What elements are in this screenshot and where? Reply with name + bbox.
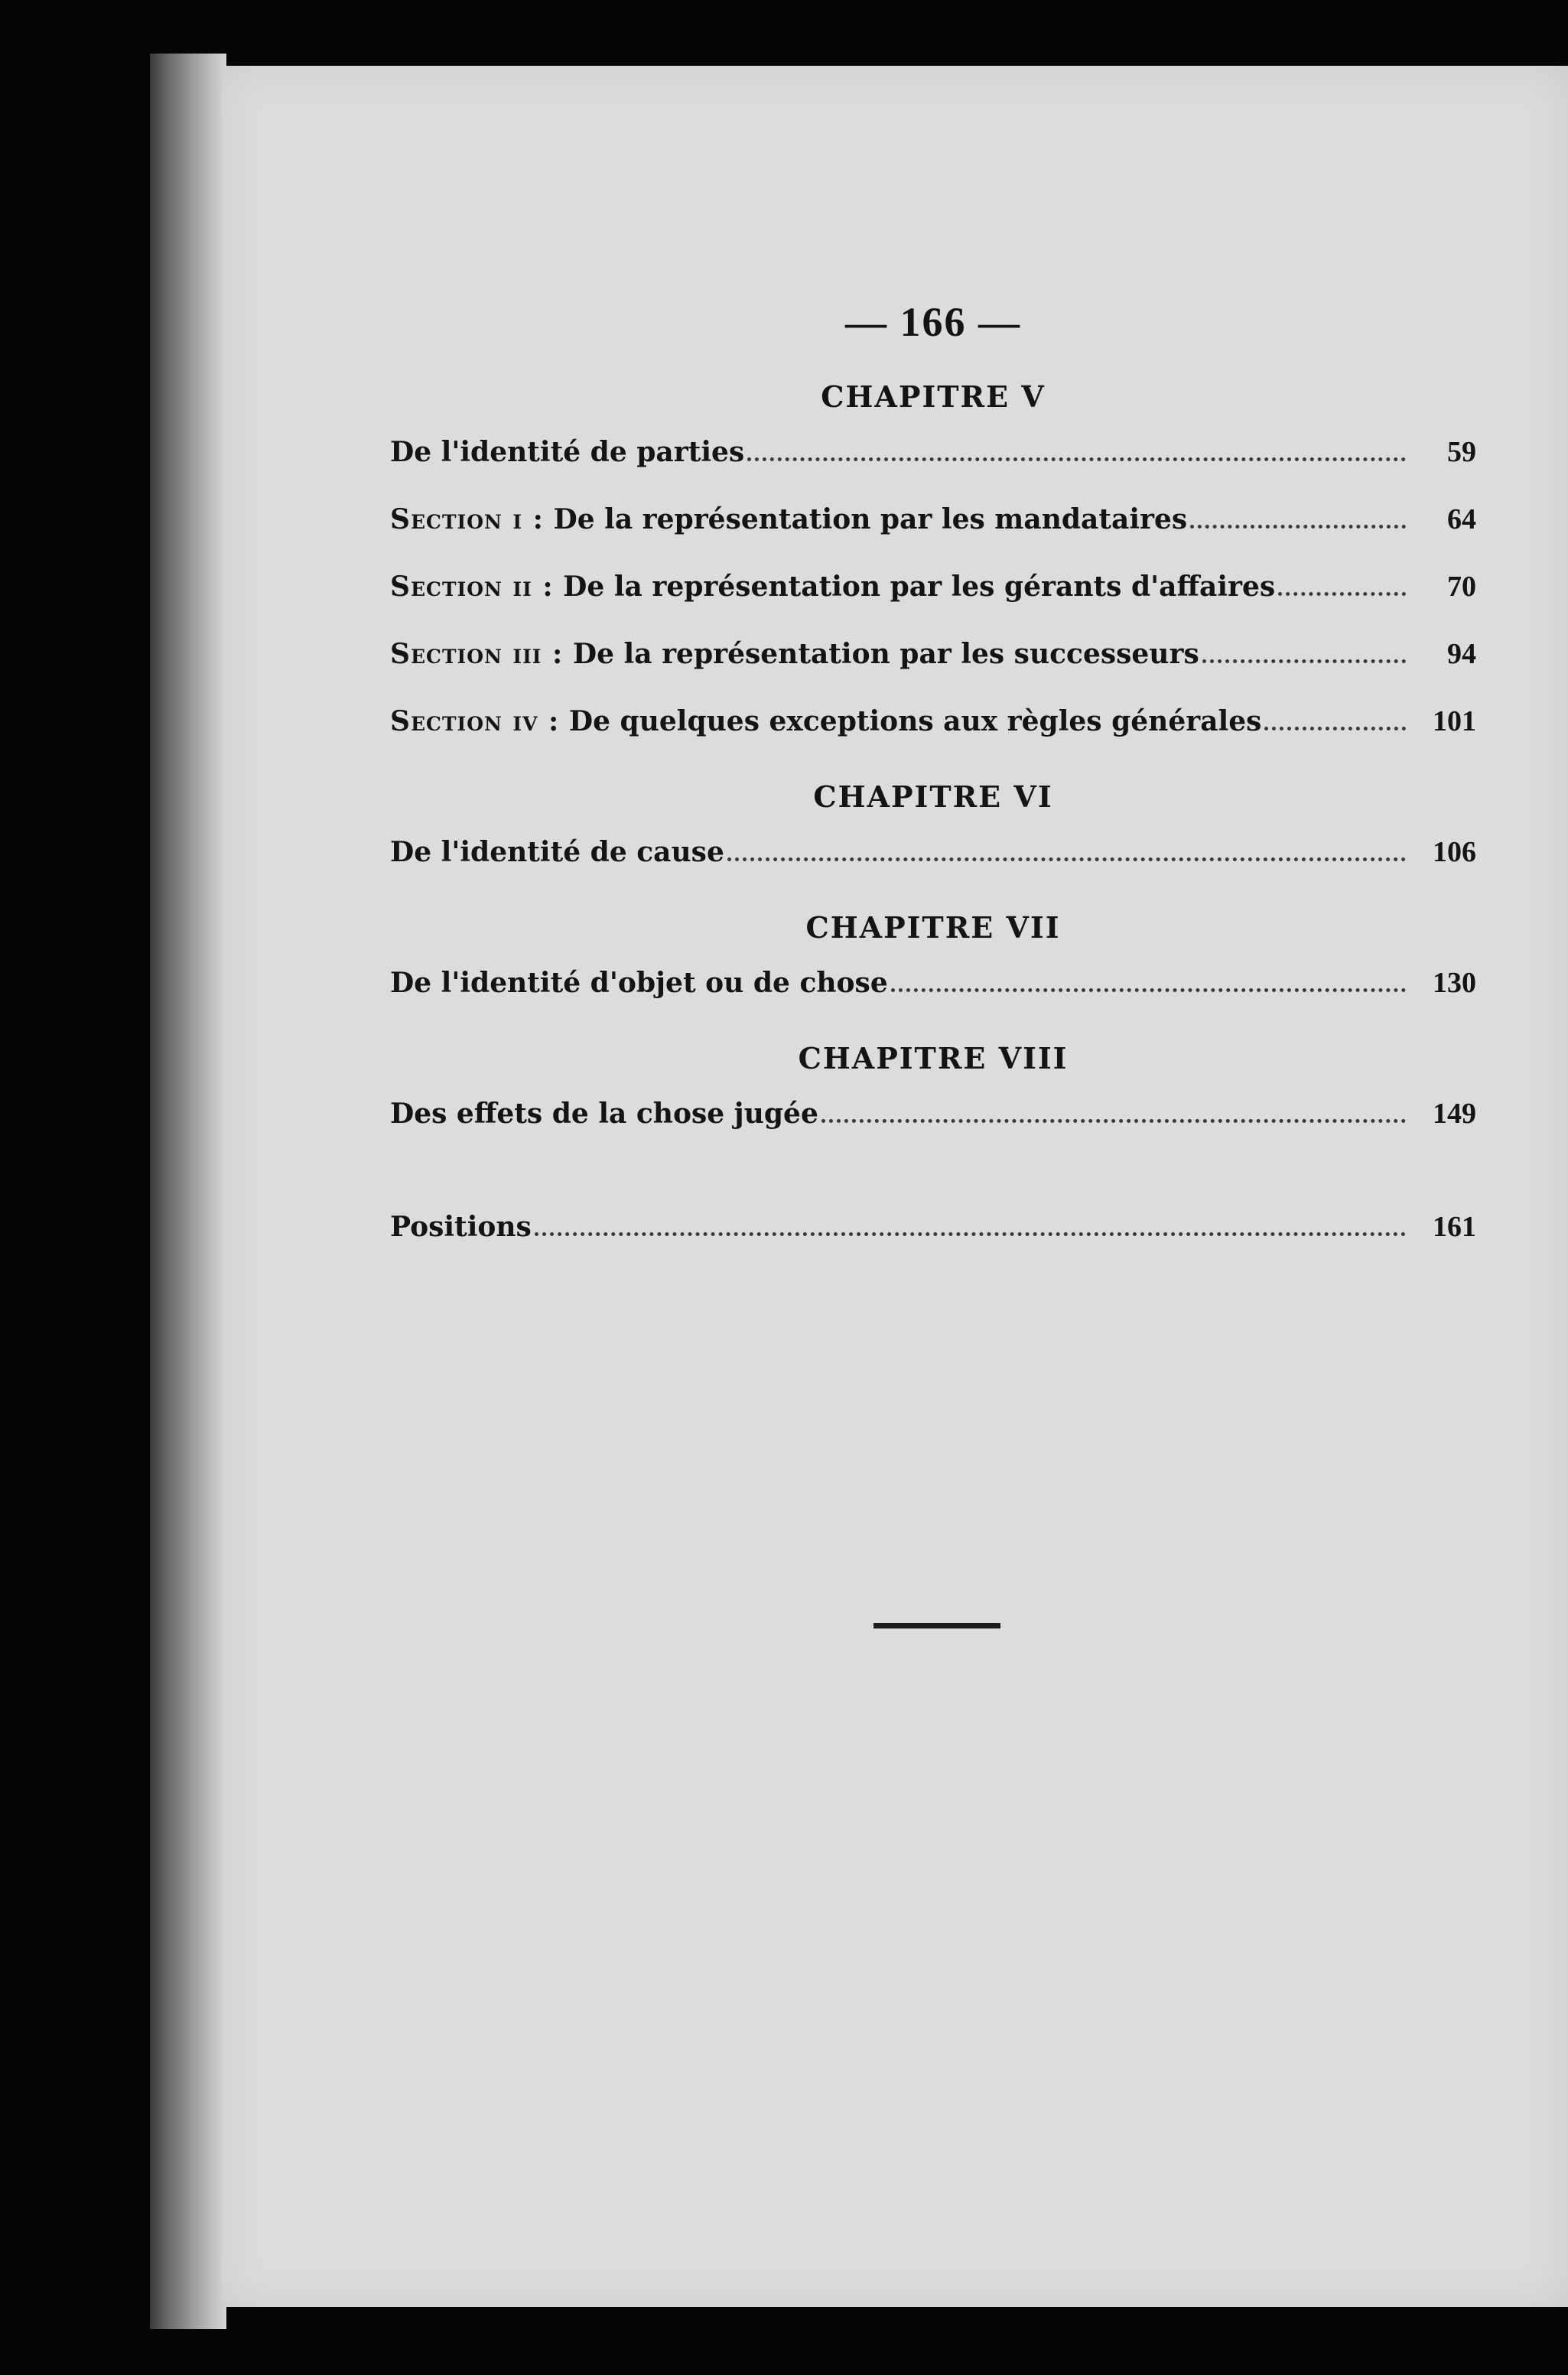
toc-entry-page: 59 xyxy=(1447,436,1476,468)
toc-entry xyxy=(390,966,1476,1033)
toc-entry-page: 149 xyxy=(1433,1098,1476,1130)
chapter-heading: CHAPITRE VI xyxy=(813,779,1053,814)
toc-entry-text xyxy=(390,705,1261,737)
page-edge xyxy=(150,54,226,2329)
dot-leader xyxy=(727,857,1406,861)
dot-leader xyxy=(535,1232,1406,1236)
section-label: Section iii : xyxy=(390,638,564,670)
toc-entry-page: 94 xyxy=(1447,638,1476,670)
toc-entry-title: De l'identité de cause xyxy=(390,836,724,868)
spacer xyxy=(390,1172,1476,1210)
toc-entry xyxy=(390,570,1476,637)
toc-entry-text xyxy=(390,503,1187,535)
dot-leader xyxy=(891,988,1406,992)
dot-leader xyxy=(1202,659,1406,663)
toc-entry-title: Des effets de la chose jugée xyxy=(390,1098,818,1130)
toc-entry xyxy=(390,637,1476,704)
toc-entry-title: De l'identité de parties xyxy=(390,436,745,468)
toc-entry-title: De la représentation par les mandataires xyxy=(553,503,1188,535)
toc-entry xyxy=(390,704,1476,772)
toc-entry-title: De la représentation par les successeurs xyxy=(572,638,1199,670)
chapter-heading: CHAPITRE V xyxy=(821,379,1046,414)
chapter-group xyxy=(390,379,1476,772)
chapter-heading: CHAPITRE VII xyxy=(805,910,1061,945)
toc-entry-text xyxy=(390,571,1275,603)
toc-entry-page: 130 xyxy=(1433,967,1476,999)
table-of-contents xyxy=(390,298,1476,1277)
toc-entry xyxy=(390,503,1476,570)
chapter-group xyxy=(390,910,1476,1033)
toc-entry-title: De quelques exceptions aux règles générales xyxy=(568,705,1262,737)
dot-leader xyxy=(1190,525,1406,529)
dot-leader xyxy=(747,457,1406,461)
toc-entry-page: 70 xyxy=(1447,571,1476,603)
toc-entry xyxy=(390,1097,1476,1164)
toc-entry-text xyxy=(390,638,1199,670)
toc-entry-title: De la représentation par les gérants d'affaires xyxy=(563,571,1276,603)
section-label: Section ii : xyxy=(390,571,554,603)
toc-entry-positions xyxy=(390,1210,1476,1277)
page-number: — 166 — xyxy=(845,299,1021,345)
dot-leader xyxy=(1278,592,1406,596)
toc-entry xyxy=(390,835,1476,903)
toc-entry-page: 161 xyxy=(1433,1211,1476,1243)
closing-rule xyxy=(873,1623,1000,1628)
dot-leader xyxy=(821,1119,1406,1123)
toc-entry-title: De l'identité d'objet ou de chose xyxy=(390,967,888,999)
toc-entry xyxy=(390,435,1476,503)
chapter-group xyxy=(390,1041,1476,1164)
chapter-group xyxy=(390,779,1476,903)
toc-entry-page: 101 xyxy=(1433,705,1476,737)
section-label: Section iv : xyxy=(390,705,560,737)
chapter-heading: CHAPITRE VIII xyxy=(798,1041,1069,1075)
toc-entry-page: 106 xyxy=(1433,836,1476,868)
section-label: Section i : xyxy=(390,503,544,535)
dot-leader xyxy=(1264,727,1406,730)
toc-entry-page: 64 xyxy=(1447,503,1476,535)
toc-entry-title: Positions xyxy=(390,1211,532,1243)
